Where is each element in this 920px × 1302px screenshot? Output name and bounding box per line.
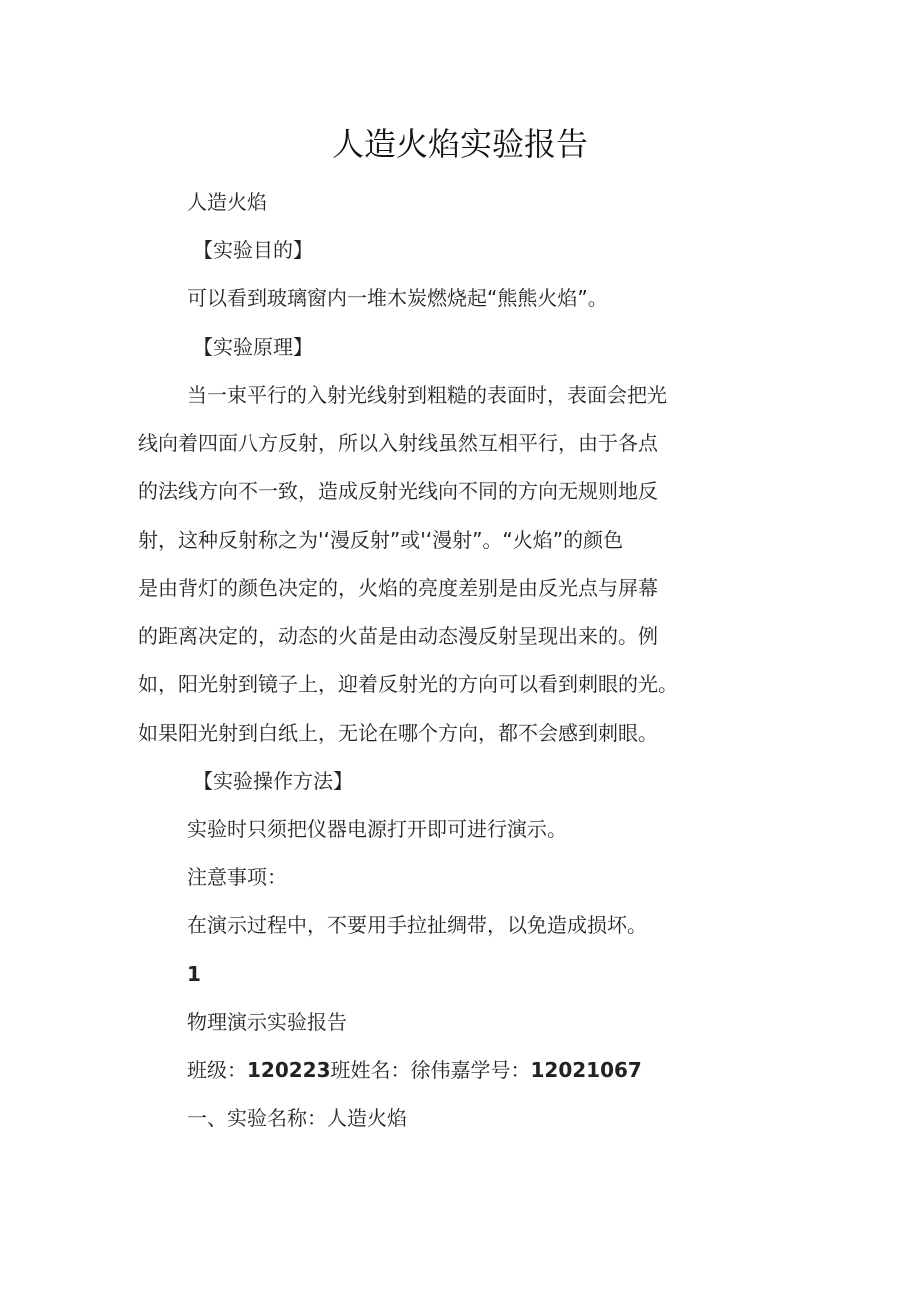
principle-line: 如，阳光射到镜子上，迎着反射光的方向可以看到刺眼的光。 [138,672,678,696]
method-text: 实验时只须把仪器电源打开即可进行演示。 [187,817,567,841]
student-info [187,1056,642,1084]
student-id: 12021067 [530,1058,642,1082]
principle-line: 如果阳光射到白纸上，无论在哪个方向，都不会感到刺眼。 [138,721,658,745]
principle-line: 的法线方向不一致，造成反射光线向不同的方向无规则地反 [138,479,658,503]
page-number: 1 [187,962,201,986]
method-heading: 【实验操作方法】 [193,769,353,793]
principle-line: 线向着四面八方反射，所以入射线虽然互相平行，由于各点 [138,431,658,455]
principle-line: 射，这种反射称之为'‘漫反射”或'‘漫射”。“火焰”的颜色 [138,528,624,552]
subtitle: 人造火焰 [187,190,267,214]
notes-text: 在演示过程中，不要用手拉扯绸带，以免造成损坏。 [187,913,647,937]
principle-heading: 【实验原理】 [193,335,313,359]
report2-title: 物理演示实验报告 [187,1010,347,1034]
class-label: 班级： [187,1058,247,1082]
principle-line: 的距离决定的，动态的火苗是由动态漫反射呈现出来的。例 [138,624,658,648]
section-heading: 一、实验名称：人造火焰 [187,1106,407,1130]
purpose-heading: 【实验目的】 [193,238,313,262]
notes-label: 注意事项： [187,865,287,889]
purpose-text: 可以看到玻璃窗内一堆木炭燃烧起“熊熊火焰”。 [187,286,608,310]
document-title: 人造火焰实验报告 [331,125,588,163]
name-label: 班姓名：徐伟嘉学号： [330,1058,531,1082]
principle-line: 当一束平行的入射光线射到粗糙的表面时，表面会把光 [187,383,667,407]
principle-line: 是由背灯的颜色决定的，火焰的亮度差别是由反光点与屏幕 [138,576,658,600]
class-value: 120223 [247,1058,331,1082]
